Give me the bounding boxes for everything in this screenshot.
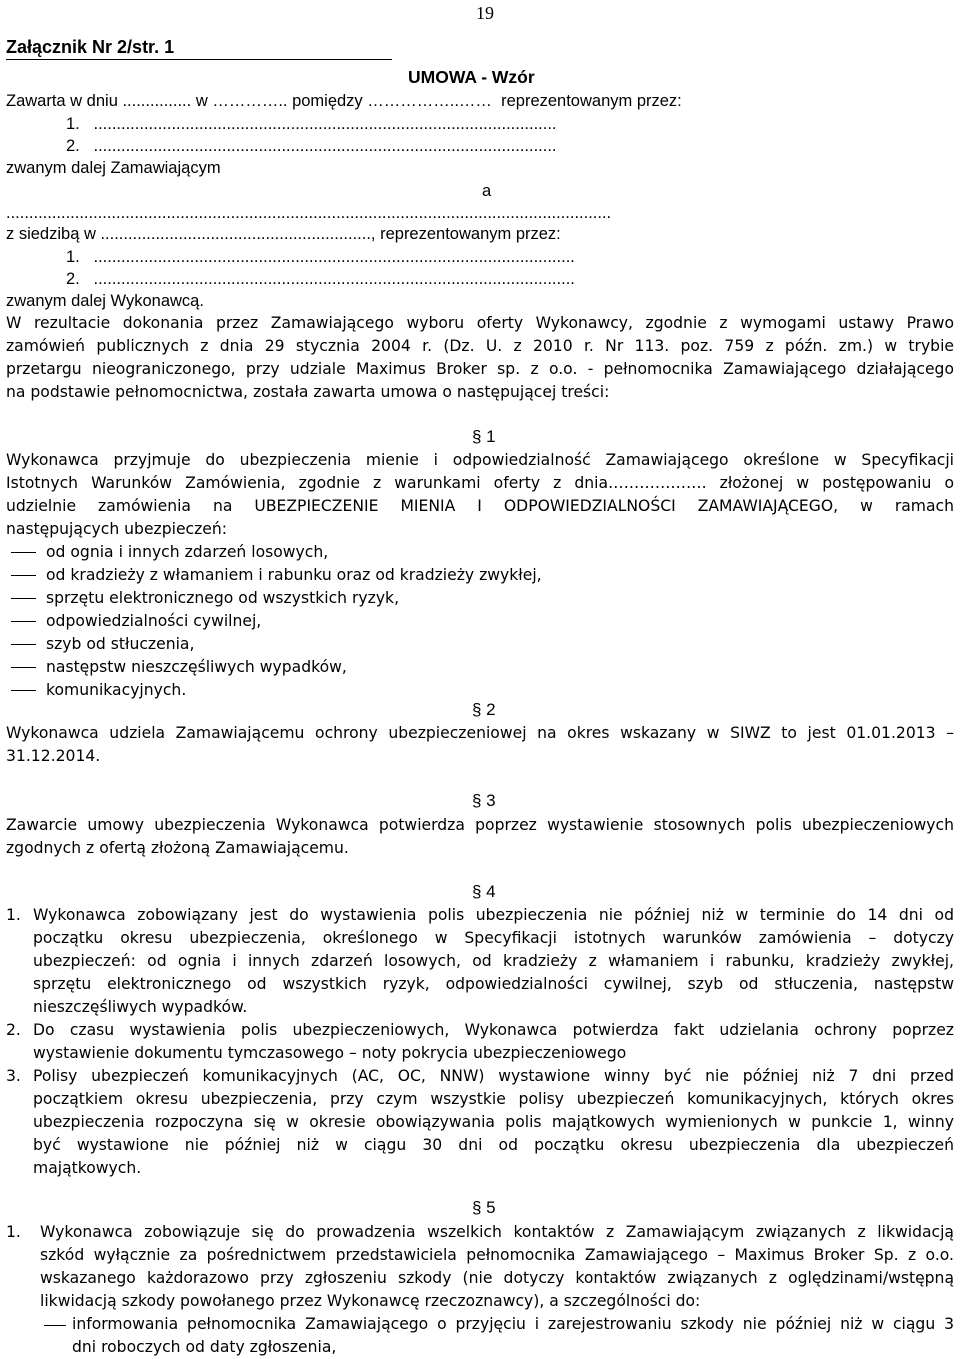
section-line: likwidacją szkody powołanego przez Wykonawcę rzeczoznawcy), a szczególności do: [40, 1292, 701, 1310]
section-line: majątkowych. [33, 1159, 142, 1177]
section-heading: § 3 [472, 791, 496, 810]
section-heading: § 1 [472, 427, 496, 446]
section-line: zgodnych z ofertą złożoną Zamawiającemu. [6, 839, 349, 857]
item-number: 1. [6, 1223, 21, 1241]
list-item: od ognia i innych zdarzeń losowych, [46, 543, 329, 561]
attachment-header: Załącznik Nr 2/str. 1 [6, 36, 392, 60]
intro-line: z siedzibą w ..........................................................., reprezentowanym przez: [6, 225, 561, 243]
section-line: Wykonawca zobowiązany jest do wystawienia polis ubezpieczenia nie później niż w terminie do 14 dni od [33, 906, 954, 924]
list-dash [11, 644, 36, 645]
list-dash [11, 621, 36, 622]
section-line: Zawarcie umowy ubezpieczenia Wykonawca potwierdza poprzez wystawienie stosownych polis ubezpieczeniowych [6, 816, 954, 834]
item-number: 3. [6, 1067, 21, 1085]
intro-paragraph-line: na podstawie pełnomocnictwa, została zawarta umowa o następującej treści: [6, 383, 610, 401]
intro-line: 2. ..................................................................................................... [66, 137, 557, 155]
intro-line: 1. ..................................................................................................... [66, 115, 557, 133]
section-heading: § 2 [472, 700, 496, 719]
section-line: Do czasu wystawienia polis ubezpieczeniowych, Wykonawca potwierdza fakt udzielania ochrony poprzez [33, 1021, 954, 1039]
section-line: Polisy ubezpieczeń komunikacyjnych (AC, OC, NNW) wystawione winny być nie później niż 7 dni przed [33, 1067, 954, 1085]
list-item: odpowiedzialności cywilnej, [46, 612, 262, 630]
section-line: Wykonawca zobowiązuje się do prowadzenia wszelkich kontaktów z Zamawiającym związanych z likwidacją [40, 1223, 954, 1241]
list-dash [44, 1325, 66, 1326]
section-line: początku okresu ubezpieczenia, określonego w Specyfikacji istotnych warunków zamówienia – dotyczy [33, 929, 954, 947]
section-line: ubezpieczeń: od ognia i innych zdarzeń losowych, od kradzieży z włamaniem i rabunku, kradzieży zwykłej, [33, 952, 954, 970]
list-dash [11, 667, 36, 668]
intro-paragraph-line: przetargu nieograniczonego, przy udziale Maximus Broker sp. z o.o. - pełnomocnika Zamawiającego działającego [6, 360, 954, 378]
list-item: informowania pełnomocnika Zamawiającego o przyjęciu i zarejestrowaniu szkody nie później niż w ciągu 3 [72, 1315, 954, 1333]
section-heading: § 5 [472, 1198, 496, 1217]
list-item: sprzętu elektronicznego od wszystkich ryzyk, [46, 589, 400, 607]
item-number: 2. [6, 1021, 21, 1039]
section-line: Istotnych Warunków Zamówienia, zgodnie z warunkami oferty z dnia………………. złożonej w postępowaniu o [6, 474, 954, 492]
list-item: dni roboczych od daty zgłoszenia, [72, 1338, 337, 1356]
intro-line: zwanym dalej Wykonawcą. [6, 292, 204, 310]
item-number: 1. [6, 906, 21, 924]
section-line: być wystawione nie później niż w ciągu 30 dni od początku okresu ubezpieczenia dla ubezpieczeń [33, 1136, 954, 1154]
section-line: ubezpieczenia rozpoczyna się w okresie obowiązywania polis majątkowych wymienionych w punkcie 1, winny [33, 1113, 954, 1131]
section-line: 31.12.2014. [6, 747, 101, 765]
intro-line: Zawarta w dniu ............... w ………….. pomiędzy ……………..…… reprezentowanym przez: [6, 92, 682, 110]
section-line: wystawienie dokumentu tymczasowego – noty pokrycia ubezpieczeniowego [33, 1044, 627, 1062]
section-line: udzielnie zamówienia na UBEZPIECZENIE MIENIA I ODPOWIEDZIALNOŚCI ZAMAWIAJĄCEGO, w ramach [6, 497, 954, 515]
section-line: Wykonawca udziela Zamawiającemu ochrony ubezpieczeniowej na okres wskazany w SIWZ to jest 01.01.2013 – [6, 724, 954, 742]
intro-line: 1. ......................................................................................................... [66, 248, 575, 266]
list-dash [11, 690, 36, 691]
contract-title: UMOWA - Wzór [408, 67, 535, 87]
section-line: szkód wyłącznie za pośrednictwem przedstawiciela pełnomocnika Zamawiającego – Maximus Broker Sp. z o.o. [40, 1246, 954, 1264]
intro-line: .................................................................................................................................... [6, 204, 612, 222]
section-line: wskazanego każdorazowo przy zgłoszeniu szkody (nie dotyczy kontaktów związanych z oględzinami/wstępną [40, 1269, 954, 1287]
section-line: następujących ubezpieczeń: [6, 520, 228, 538]
section-heading: § 4 [472, 882, 496, 901]
section-line: początkiem okresu ubezpieczenia, przy czym wszystkie polisy ubezpieczeń komunikacyjnych, których okres [33, 1090, 954, 1108]
section-line: Wykonawca przyjmuje do ubezpieczenia mienie i odpowiedzialność Zamawiającego określone w Specyfikacji [6, 451, 954, 469]
list-item: następstw nieszczęśliwych wypadków, [46, 658, 347, 676]
section-line: sprzętu elektronicznego od wszystkich ryzyk, odpowiedzialności cywilnej, szyb od stłuczenia, następstw [33, 975, 954, 993]
section-line: nieszczęśliwych wypadków. [33, 998, 248, 1016]
intro-paragraph-line: zamówień publicznych z dnia 29 stycznia 2004 r. (Dz. U. z 2010 r. Nr 113. poz. 759 z późn. zm.) w trybie [6, 337, 954, 355]
list-dash [11, 575, 36, 576]
list-dash [11, 552, 36, 553]
intro-line: a [482, 182, 492, 200]
list-item: szyb od stłuczenia, [46, 635, 195, 653]
list-dash [11, 598, 36, 599]
list-item: od kradzieży z włamaniem i rabunku oraz od kradzieży zwykłej, [46, 566, 542, 584]
intro-paragraph-line: W rezultacie dokonania przez Zamawiającego wyboru oferty Wykonawcy, zgodnie z wymogami ustawy Prawo [6, 314, 954, 332]
list-item: komunikacyjnych. [46, 681, 187, 699]
intro-line: 2. ......................................................................................................... [66, 270, 575, 288]
intro-line: zwanym dalej Zamawiającym [6, 159, 221, 177]
page-number: 19 [476, 3, 494, 23]
